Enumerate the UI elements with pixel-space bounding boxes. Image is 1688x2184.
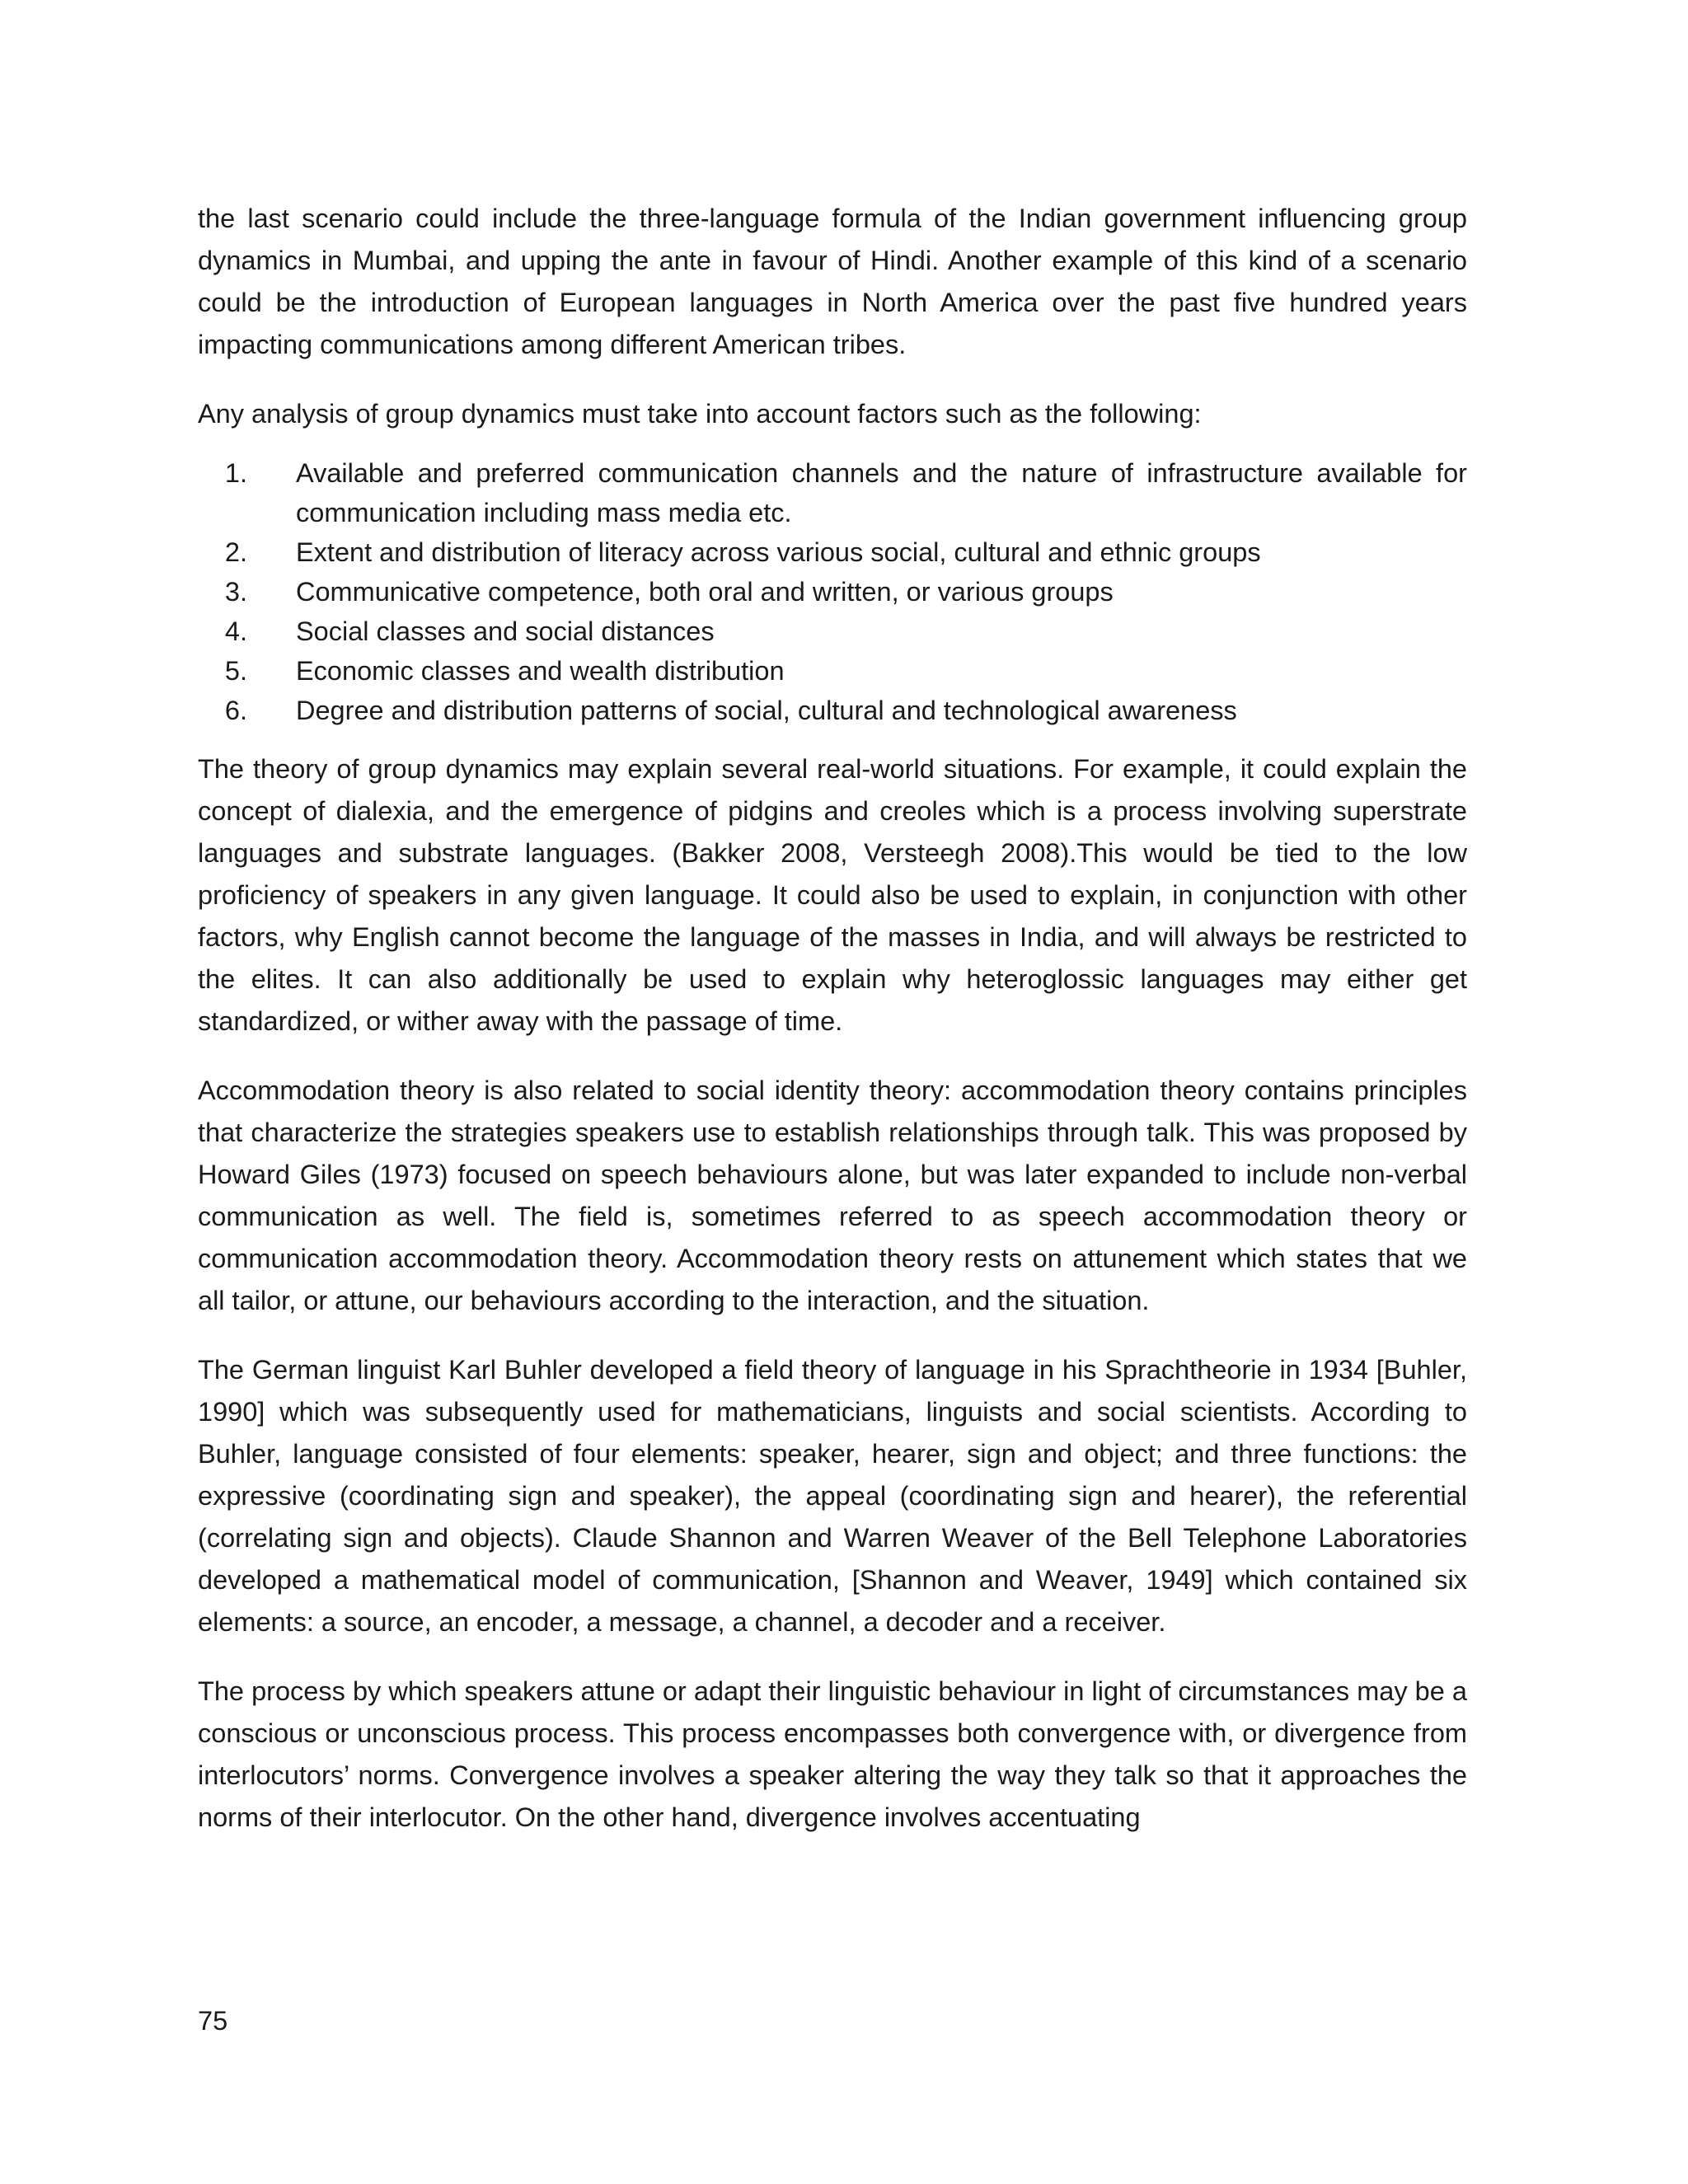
list-item	[198, 453, 1467, 532]
list-item-text: Communicative competence, both oral and written, or various groups	[296, 577, 1114, 607]
list-item	[198, 651, 1467, 691]
list-item-text: Economic classes and wealth distribution	[296, 656, 785, 686]
list-item-text: Social classes and social distances	[296, 616, 715, 646]
paragraph-buhler: The German linguist Karl Buhler developed a field theory of language in his Sprachtheorie in 1934 [Buhler, 1990] which was subsequently used for mathematicians, linguists and social scientists. According to Buhler, language consisted of four elements: speaker, hearer, sign and object; and three functions: the expressive (coordinating sign and speaker), the appeal (coordinating sign and hearer), the referential (correlating sign and objects). Claude Shannon and Warren Weaver of the Bell Telephone Laboratories developed a mathematical model of communication, [Shannon and Weaver, 1949] which contained six elements: a source, an encoder, a message, a channel, a decoder and a receiver.	[198, 1355, 1467, 1637]
page-number: 75	[198, 2006, 228, 2036]
list-item-text: Degree and distribution patterns of social, cultural and technological awareness	[296, 696, 1237, 725]
list-item-number: 1.	[224, 458, 247, 488]
paragraph-list-intro: Any analysis of group dynamics must take into account factors such as the following:	[198, 399, 1202, 429]
paragraph-group-dynamics: The theory of group dynamics may explain several real-world situations. For example, it could explain the concept of dialexia, and the emergence of pidgins and creoles which is a process involving superstrate languages and substrate languages. (Bakker 2008, Versteegh 2008).This would be tied to the low proficiency of speakers in any given language. It could also be used to explain, in conjunction with other factors, why English cannot become the language of the masses in India, and will always be restricted to the elites. It can also additionally be used to explain why heteroglossic languages may either get standardized, or wither away with the passage of time.	[198, 754, 1467, 1036]
list-item-number: 4.	[224, 616, 247, 646]
list-item-number: 5.	[224, 656, 247, 686]
list-item-number: 3.	[224, 577, 247, 607]
list-item	[198, 532, 1467, 572]
factors-list	[198, 453, 1467, 730]
paragraph-convergence: The process by which speakers attune or adapt their linguistic behaviour in light of circumstances may be a conscious or unconscious process. This process encompasses both convergence with, or divergence from interlocutors’ norms. Convergence involves a speaker altering the way they talk so that it approaches the norms of their interlocutor. On the other hand, divergence involves accentuating	[198, 1676, 1467, 1832]
list-item-text: Available and preferred communication channels and the nature of infrastructure available for communication including mass media etc.	[296, 458, 1467, 527]
list-item-text: Extent and distribution of literacy across various social, cultural and ethnic groups	[296, 537, 1261, 567]
list-item	[198, 691, 1467, 730]
paragraph-scenario: the last scenario could include the three-language formula of the Indian government influencing group dynamics in Mumbai, and upping the ante in favour of Hindi. Another example of this kind of a scenario could be the introduction of European languages in North America over the past five hundred years impacting communications among different American tribes.	[198, 204, 1467, 359]
list-item	[198, 612, 1467, 651]
list-item-number: 2.	[224, 537, 247, 567]
list-item-number: 6.	[224, 696, 247, 725]
paragraph-accommodation-theory: Accommodation theory is also related to social identity theory: accommodation theory contains principles that characterize the strategies speakers use to establish relationships through talk. This was proposed by Howard Giles (1973) focused on speech behaviours alone, but was later expanded to include non-verbal communication as well. The field is, sometimes referred to as speech accommodation theory or communication accommodation theory. Accommodation theory rests on attunement which states that we all tailor, or attune, our behaviours according to the interaction, and the situation.	[198, 1076, 1467, 1315]
page-body	[198, 198, 1467, 1866]
list-item	[198, 572, 1467, 612]
